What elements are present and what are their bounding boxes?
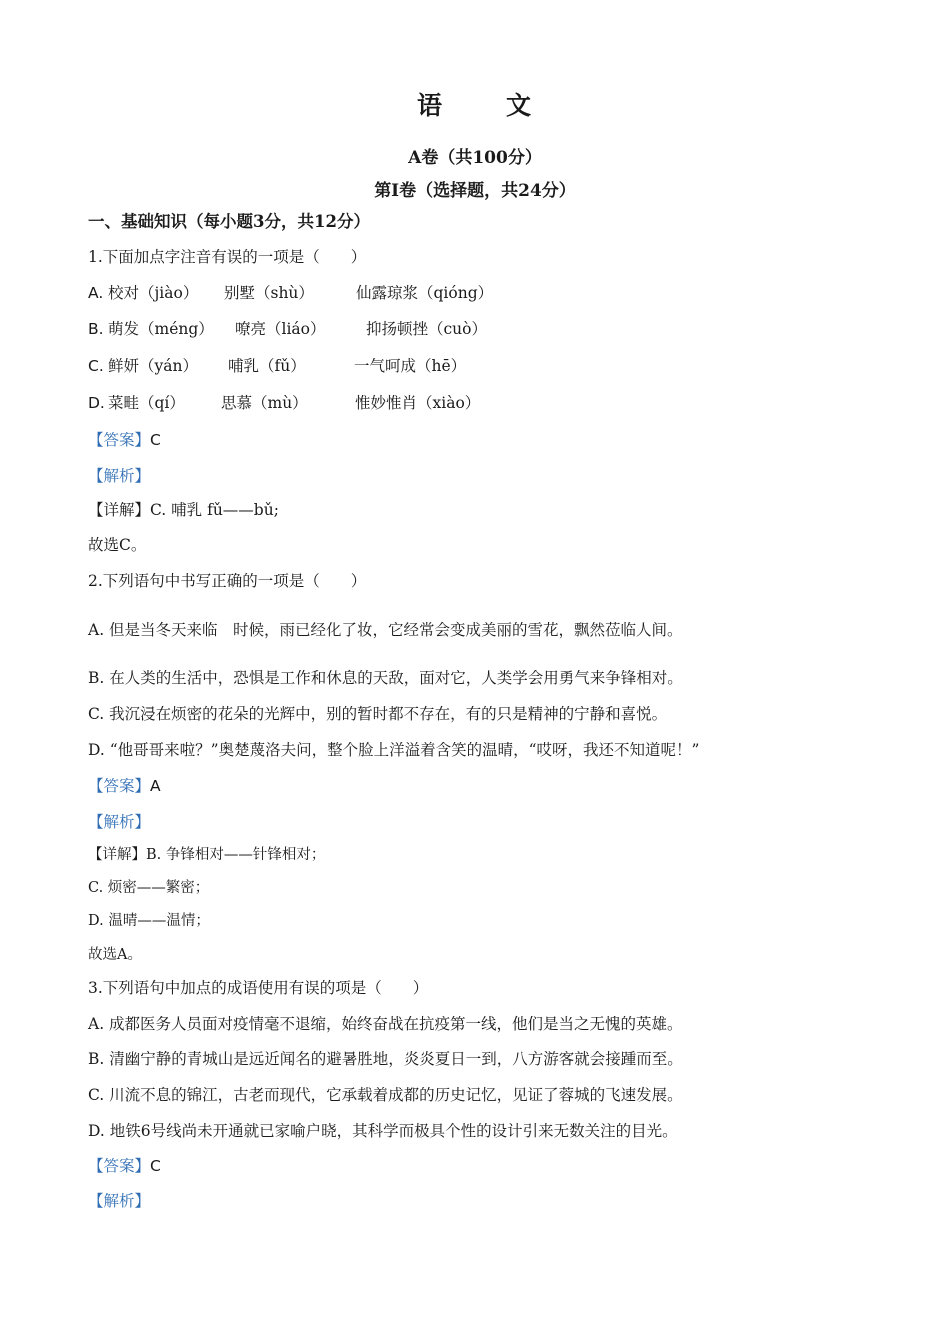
q1-a-item1: 校对（jiào） [108, 284, 199, 302]
answer-tag: 【答案】 [88, 431, 151, 449]
q2-option-d: D. “他哥哥来啦？”奥楚蔑洛夫问，整个脸上洋溢着含笑的温晴，“哎呀，我还不知道呢！” [88, 741, 700, 759]
q1-answer [88, 430, 161, 450]
q2-analysis [88, 812, 150, 832]
q1-d-item3: 惟妙惟肖（xiào） [355, 394, 481, 412]
q3-option-a: A. 成都医务人员面对疫情毫不退缩，始终奋战在抗疫第一线，他们是当之无愧的英雄。 [88, 1015, 683, 1033]
answer-tag: 【答案】 [88, 777, 151, 795]
q3-option-c: C. 川流不息的锦江，古老而现代，它承载着成都的历史记忆，见证了蓉城的飞速发展。 [88, 1086, 683, 1104]
q1-c-item3: 一气呵成（hē） [354, 357, 467, 375]
answer-value: A [150, 777, 161, 795]
q3-option-d: D. 地铁6号线尚未开通就已家喻户晓，其科学而极具个性的设计引来无数关注的目光。 [88, 1122, 678, 1140]
q1-a-item2: 别墅（shù） [224, 284, 314, 302]
title-char-left: 语 [416, 91, 444, 120]
q1-option-d: D. 菜畦（qí） 思慕（mù） 惟妙惟肖（xiào） [88, 394, 481, 412]
analysis-tag: 【解析】 [88, 1192, 151, 1210]
q2-conclusion: 故选A。 [88, 947, 142, 963]
q1-stem: 1.下面加点字注音有误的一项是（ ） [88, 248, 367, 266]
q1-option-a: A. 校对（jiào） 别墅（shù） 仙露琼浆（qióng） [88, 284, 494, 302]
q1-detail: 【详解】C. 哺乳 fǔ——bǔ; [88, 501, 279, 519]
q1-b-item2: 嘹亮（liáo） [235, 320, 326, 338]
q2-detail-d: D. 温晴——温情； [88, 913, 210, 929]
q3-answer [88, 1156, 161, 1176]
q2-answer [88, 776, 161, 796]
q1-analysis [88, 466, 150, 486]
q2-detail-b: 【详解】B. 争锋相对——针锋相对； [88, 847, 326, 863]
title-char-right: 文 [506, 91, 534, 120]
q3-analysis [88, 1191, 150, 1211]
q2-option-b: B. 在人类的生活中，恐惧是工作和休息的天敌，面对它，人类学会用勇气来争锋相对。 [88, 669, 683, 687]
q1-c-item1: 鲜妍（yán） [108, 357, 198, 375]
q1-c-item2: 哺乳（fǔ） [228, 357, 306, 375]
subtitle-part-one: 第Ⅰ卷（选择题，共24分） [374, 181, 576, 201]
q2-option-a: A. 但是当冬天来临 时候，雨已经化了妆，它经常会变成美丽的雪花，飘然莅临人间。 [88, 621, 683, 639]
section-heading: 一、基础知识（每小题3分，共12分） [88, 212, 370, 231]
q1-d-item2: 思慕（mù） [221, 394, 308, 412]
q2-option-c: C. 我沉浸在烦密的花朵的光辉中，别的暂时都不存在，有的只是精神的宁静和喜悦。 [88, 705, 668, 723]
q1-d-item1: 菜畦（qí） [108, 394, 185, 412]
q2-detail-c: C. 烦密——繁密； [88, 880, 210, 896]
q1-option-b: B. 萌发（méng） 嘹亮（liáo） 抑扬顿挫（cuò） [88, 320, 487, 338]
answer-value: C [150, 431, 161, 449]
answer-tag: 【答案】 [88, 1157, 151, 1175]
analysis-tag: 【解析】 [88, 467, 151, 485]
q1-option-c: C. 鲜妍（yán） 哺乳（fǔ） 一气呵成（hē） [88, 357, 467, 375]
page-title [0, 86, 950, 122]
answer-value: C [150, 1157, 161, 1175]
q2-stem: 2.下列语句中书写正确的一项是（ ） [88, 572, 367, 590]
q1-b-item1: 萌发（méng） [108, 320, 214, 338]
q1-conclusion: 故选C。 [88, 536, 147, 554]
subtitle-volume-a: A卷（共100分） [408, 148, 542, 168]
q3-option-b: B. 清幽宁静的青城山是远近闻名的避暑胜地，炎炎夏日一到，八方游客就会接踵而至。 [88, 1050, 683, 1068]
q3-stem: 3.下列语句中加点的成语使用有误的项是（ ） [88, 979, 429, 997]
q1-a-item3: 仙露琼浆（qióng） [356, 284, 494, 302]
q1-b-item3: 抑扬顿挫（cuò） [366, 320, 487, 338]
analysis-tag: 【解析】 [88, 813, 151, 831]
